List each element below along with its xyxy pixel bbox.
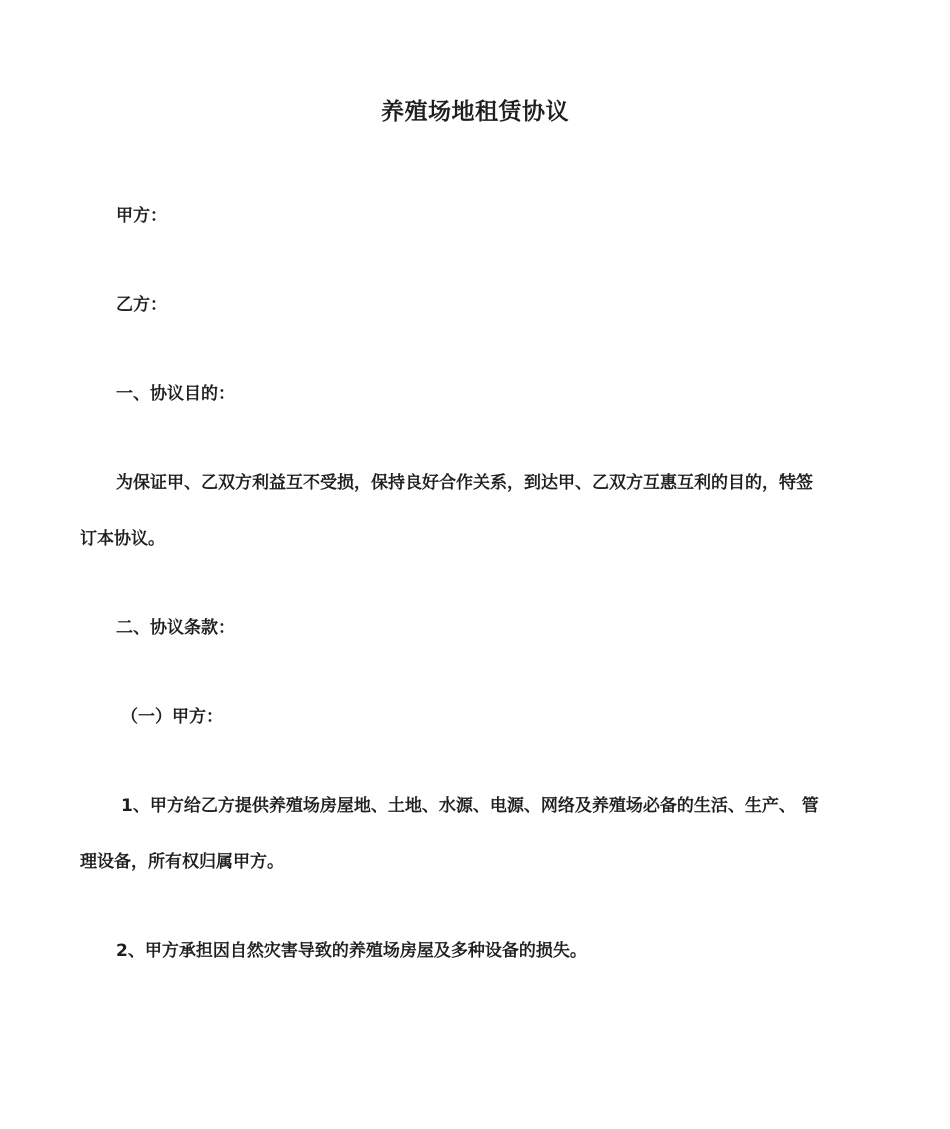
- party-a-label: 甲方：: [116, 206, 167, 226]
- clause-1-line-2: 理设备，所有权归属甲方。: [80, 852, 284, 872]
- section-2-heading: 二、协议条款：: [116, 618, 235, 638]
- subsection-1-heading: （一）甲方：: [121, 707, 223, 727]
- section-1-heading: 一、协议目的：: [116, 384, 235, 404]
- section-1-paragraph-line-2: 订本协议。: [80, 529, 165, 549]
- document-title: 养殖场地租赁协议: [381, 99, 569, 125]
- clause-2: 2、甲方承担因自然灾害导致的养殖场房屋及多种设备的损失。: [116, 941, 587, 961]
- clause-1-line-1: 1、甲方给乙方提供养殖场房屋地、土地、水源、电源、网络及养殖场必备的生活、生产、 管: [121, 796, 819, 816]
- party-b-label: 乙方：: [116, 295, 167, 315]
- section-1-paragraph-line-1: 为保证甲、乙双方利益互不受损，保持良好合作关系，到达甲、乙双方互惠互利的目的，特签: [116, 473, 813, 493]
